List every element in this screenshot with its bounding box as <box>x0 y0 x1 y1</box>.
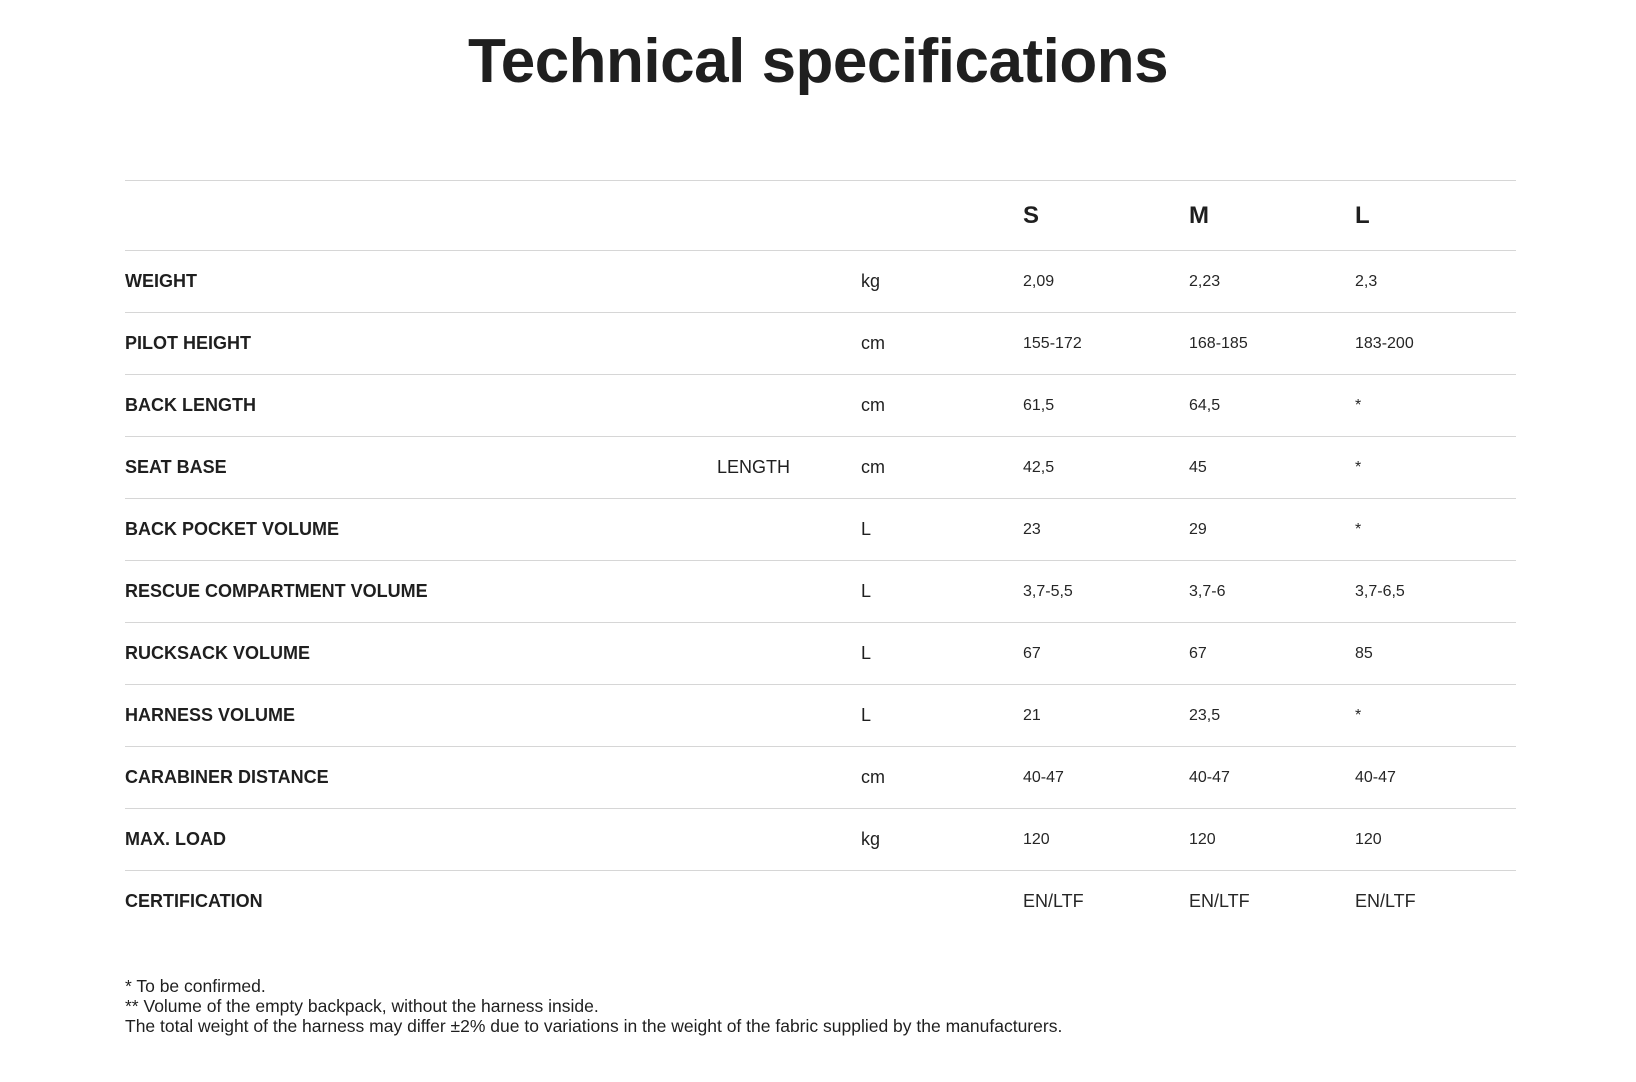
param-unit <box>861 871 1023 933</box>
value-s: 21 <box>1023 706 1041 724</box>
param-name: RUCKSACK VOLUME <box>125 643 311 663</box>
value-l: 183-200 <box>1355 334 1414 352</box>
value-l: 2,3 <box>1355 272 1378 290</box>
value-m: 168-185 <box>1189 334 1248 352</box>
param-name: SEAT BASE <box>125 457 227 477</box>
table-row <box>125 437 1516 499</box>
param-unit: L <box>861 519 872 539</box>
specifications-table <box>125 180 1516 933</box>
header-empty-sub <box>717 181 861 251</box>
param-sub <box>717 251 861 313</box>
table-row <box>125 747 1516 809</box>
param-unit: L <box>861 581 872 601</box>
param-sub <box>717 623 861 685</box>
value-l: 3,7-6,5 <box>1355 582 1405 600</box>
value-s: 3,7-5,5 <box>1023 582 1073 600</box>
table-row <box>125 685 1516 747</box>
value-s: 61,5 <box>1023 396 1055 414</box>
value-m: 3,7-6 <box>1189 582 1226 600</box>
param-name: HARNESS VOLUME <box>125 705 296 725</box>
value-m: 64,5 <box>1189 396 1221 414</box>
param-name: PILOT HEIGHT <box>125 333 251 353</box>
table-header-row <box>125 181 1516 251</box>
param-sub <box>717 747 861 809</box>
param-name: CARABINER DISTANCE <box>125 767 329 787</box>
table-row <box>125 251 1516 313</box>
param-name: BACK POCKET VOLUME <box>125 519 340 539</box>
value-l: * <box>1355 458 1362 476</box>
value-s: 67 <box>1023 644 1041 662</box>
param-unit: cm <box>861 395 885 415</box>
param-unit: L <box>861 705 872 725</box>
value-m: 45 <box>1189 458 1207 476</box>
value-m: 120 <box>1189 830 1216 848</box>
table-row <box>125 871 1516 933</box>
value-l: 85 <box>1355 644 1373 662</box>
value-l: EN/LTF <box>1355 891 1416 912</box>
footnote-volume: ** Volume of the empty backpack, without the harness inside. <box>125 996 599 1016</box>
value-m: 40-47 <box>1189 768 1230 786</box>
table-row <box>125 313 1516 375</box>
param-sub <box>717 809 861 871</box>
value-s: 120 <box>1023 830 1050 848</box>
size-header-s: S <box>1023 201 1040 229</box>
value-l: 40-47 <box>1355 768 1396 786</box>
footnote-weight-tolerance: The total weight of the harness may differ ±2% due to variations in the weight of the fabric supplied by the manufacturers. <box>125 1016 1063 1036</box>
footnote-to-be-confirmed: * To be confirmed. <box>125 976 266 996</box>
param-name: BACK LENGTH <box>125 395 256 415</box>
value-m: 67 <box>1189 644 1207 662</box>
value-l: * <box>1355 520 1362 538</box>
value-l: * <box>1355 396 1362 414</box>
value-s: 23 <box>1023 520 1041 538</box>
footnotes <box>125 976 1062 1036</box>
param-unit: cm <box>861 457 885 477</box>
value-m: 2,23 <box>1189 272 1221 290</box>
table-row <box>125 561 1516 623</box>
value-m: 23,5 <box>1189 706 1221 724</box>
table-row <box>125 499 1516 561</box>
size-header-l: L <box>1355 201 1370 229</box>
header-empty-name <box>125 181 717 251</box>
param-name: RESCUE COMPARTMENT VOLUME <box>125 581 428 601</box>
header-empty-unit <box>861 181 1023 251</box>
value-s: 40-47 <box>1023 768 1064 786</box>
param-sub <box>717 499 861 561</box>
value-s: 155-172 <box>1023 334 1082 352</box>
size-header-m: M <box>1189 201 1209 229</box>
param-unit: kg <box>861 271 881 291</box>
value-m: 29 <box>1189 520 1207 538</box>
table-row <box>125 809 1516 871</box>
param-unit: cm <box>861 767 885 787</box>
param-name: MAX. LOAD <box>125 829 226 849</box>
value-m: EN/LTF <box>1189 891 1250 912</box>
param-sub <box>717 871 861 933</box>
param-sub <box>717 313 861 375</box>
value-l: * <box>1355 706 1362 724</box>
param-sub <box>717 375 861 437</box>
param-unit: L <box>861 643 872 663</box>
param-unit: kg <box>861 829 881 849</box>
value-s: EN/LTF <box>1023 891 1084 912</box>
param-sub: LENGTH <box>717 457 791 477</box>
value-s: 42,5 <box>1023 458 1055 476</box>
param-unit: cm <box>861 333 885 353</box>
page-title: Technical specifications <box>467 27 1169 96</box>
param-name: CERTIFICATION <box>125 891 263 912</box>
param-sub <box>717 685 861 747</box>
table-row <box>125 375 1516 437</box>
table-row <box>125 623 1516 685</box>
value-l: 120 <box>1355 830 1382 848</box>
param-sub <box>717 561 861 623</box>
value-s: 2,09 <box>1023 272 1055 290</box>
param-name: WEIGHT <box>125 271 197 291</box>
